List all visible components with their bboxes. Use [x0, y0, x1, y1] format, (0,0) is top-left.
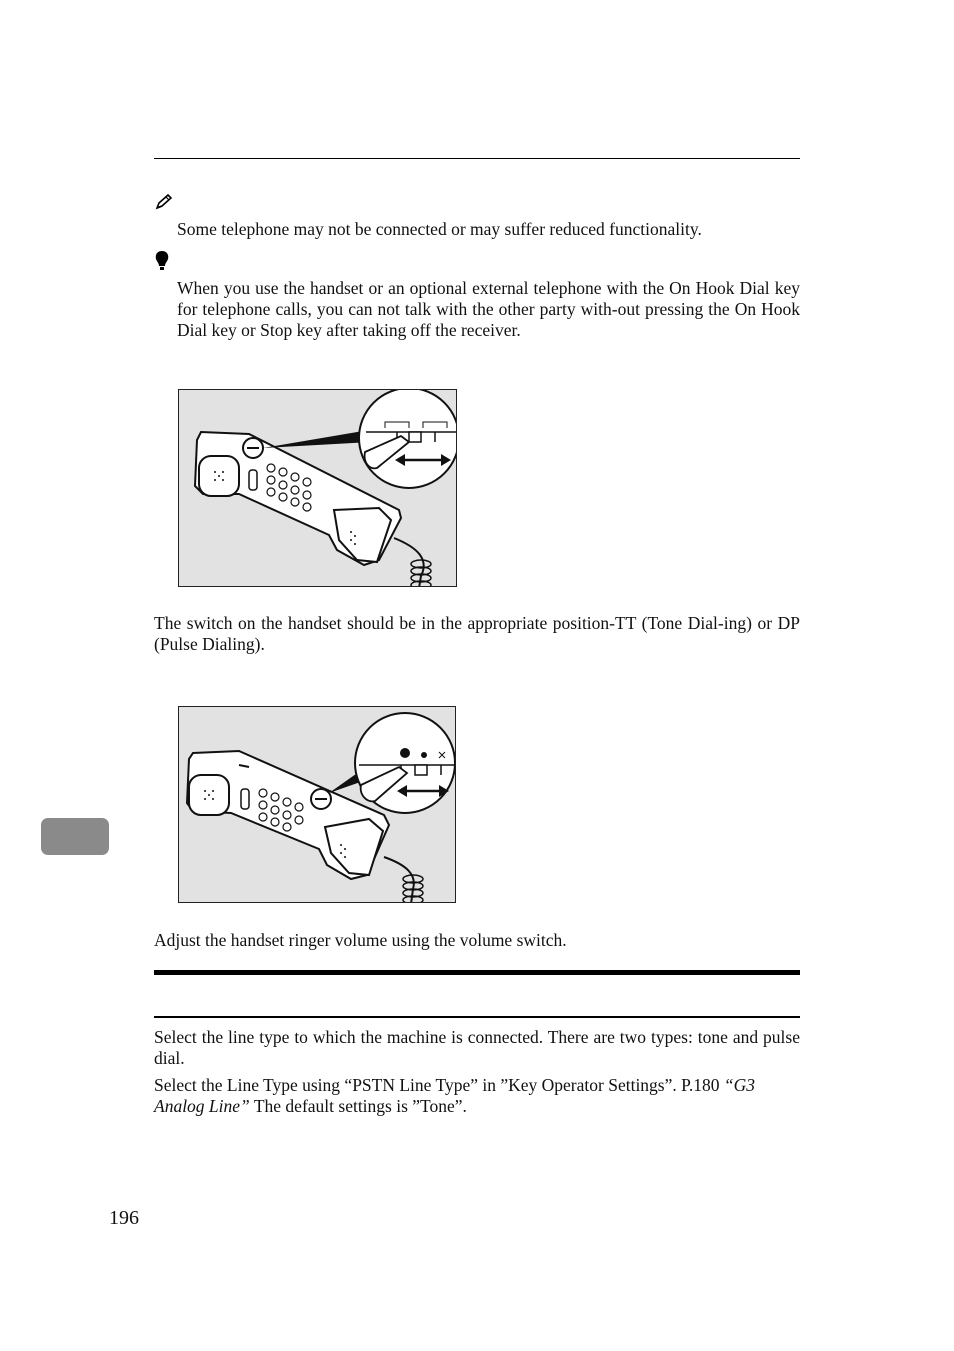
handset-dial-switch-figure [178, 389, 457, 587]
pencil-note-icon [154, 193, 174, 211]
line-type-paragraph-2 [154, 1075, 800, 1117]
note-text: Some telephone may not be connected or may suffer reduced functionality. [177, 219, 702, 239]
header-rule [154, 158, 800, 159]
handset-volume-switch-figure [178, 706, 456, 903]
light-bulb-icon [154, 250, 170, 272]
chapter-tab [41, 818, 109, 855]
line-type-paragraph-1: Select the line type to which the machine is connected. There are two types: tone and pulse dial. [154, 1027, 800, 1068]
page-number: 196 [109, 1207, 139, 1229]
volume-text: Adjust the handset ringer volume using the volume switch. [154, 930, 567, 950]
subsection-rule [154, 1016, 800, 1018]
section-rule-thick [154, 970, 800, 975]
limitation-text: When you use the handset or an optional external telephone with the On Hook Dial key for telephone calls, you can not talk with the other party with-out pressing the On Hook Dial key or Stop key after taking off the receiver. [177, 278, 800, 340]
line-type-paragraph-2-end: The default settings is ”Tone”. [249, 1096, 467, 1116]
dial-switch-text: The switch on the handset should be in the appropriate position-TT (Tone Dial-ing) or DP (Pulse Dialing). [154, 613, 800, 654]
line-type-paragraph-2-start: Select the Line Type using “PSTN Line Type” in ”Key Operator Settings”. P.180 [154, 1075, 724, 1095]
g3-analog-line-reference: “G3 Analog Line” [154, 1075, 756, 1116]
handset-volume-switch-illustration [179, 707, 456, 903]
handset-dial-switch-illustration [179, 390, 457, 587]
